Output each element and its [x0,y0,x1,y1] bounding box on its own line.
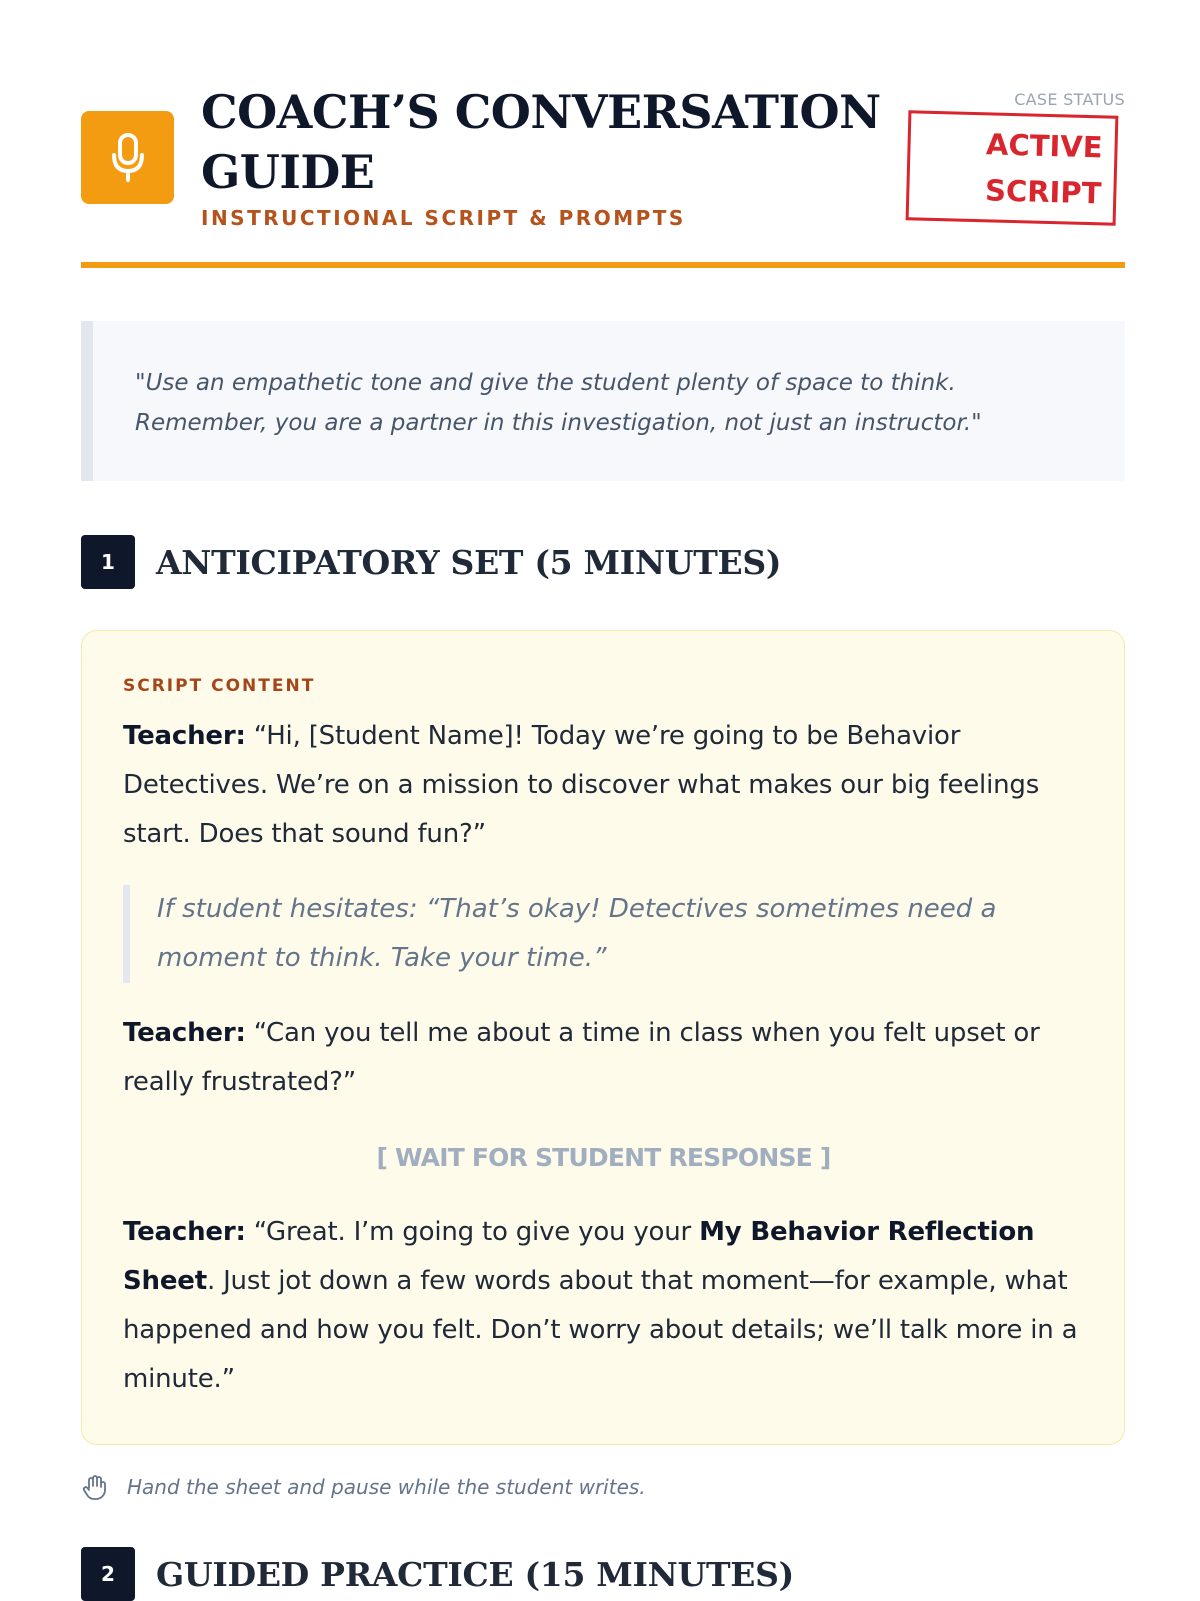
script-paragraph-3 [123,1208,1084,1404]
page-title [201,82,901,202]
script-line: “Can you tell me about a time in class when you felt upset or really frustrated?” [123,1018,1040,1097]
stamp-line-1: ACTIVE [985,127,1104,165]
reflection-sheet-name: My Behavior Reflection Sheet [123,1217,1035,1296]
hesitation-prompt: If student hesitates: “That’s okay! Detectives sometimes need a moment to think. Take your time.” [123,885,1084,983]
active-script-stamp [906,110,1119,225]
title-block [201,82,901,230]
stamp-line-2: SCRIPT [984,173,1102,211]
speaker-label: Teacher: [123,1217,246,1247]
card-label: SCRIPT CONTENT [123,676,316,696]
page [81,0,1125,1594]
wait-cue: [ WAIT FOR STUDENT RESPONSE ] [376,1143,831,1172]
page-title-line-2: GUIDE [201,145,375,199]
header [81,0,1125,268]
page-title-line-1: COACH’S CONVERSATION [201,85,881,139]
action-note [81,1473,646,1501]
page-subtitle: INSTRUCTIONAL SCRIPT & PROMPTS [201,206,686,230]
case-status-label: CASE STATUS [1014,90,1125,109]
header-divider [81,262,1125,268]
script-content-card [81,630,1125,1445]
section-title: GUIDED PRACTICE (15 MINUTES) [156,1554,794,1594]
script-paragraph-1 [123,712,1084,859]
script-paragraph-2 [123,1009,1084,1107]
section-heading-2 [81,1547,794,1601]
section-title: ANTICIPATORY SET (5 MINUTES) [156,542,782,582]
speaker-label: Teacher: [123,1018,246,1048]
note-text: Hand the sheet and pause while the student writes. [127,1475,646,1499]
microphone-icon [81,111,174,204]
script-line: “Hi, [Student Name]! Today we’re going to be Behavior Detectives. We’re on a mission to discover what makes our big feelings start. Does that sound fun?” [123,721,1040,849]
script-line-before: “Great. I’m going to give you your [253,1217,700,1247]
hand-icon [81,1473,109,1501]
section-number-badge: 1 [81,535,135,589]
speaker-label: Teacher: [123,721,246,751]
section-heading-1 [81,535,781,589]
section-number-badge: 2 [81,1547,135,1601]
coaching-quote: "Use an empathetic tone and give the student plenty of space to think. Remember, you are a partner in this investigation, not just an instructor." [81,321,1125,481]
script-line-after: . Just jot down a few words about that moment—for example, what happened and how you felt. Don’t worry about details; we’ll talk more in a minute.” [123,1266,1078,1394]
